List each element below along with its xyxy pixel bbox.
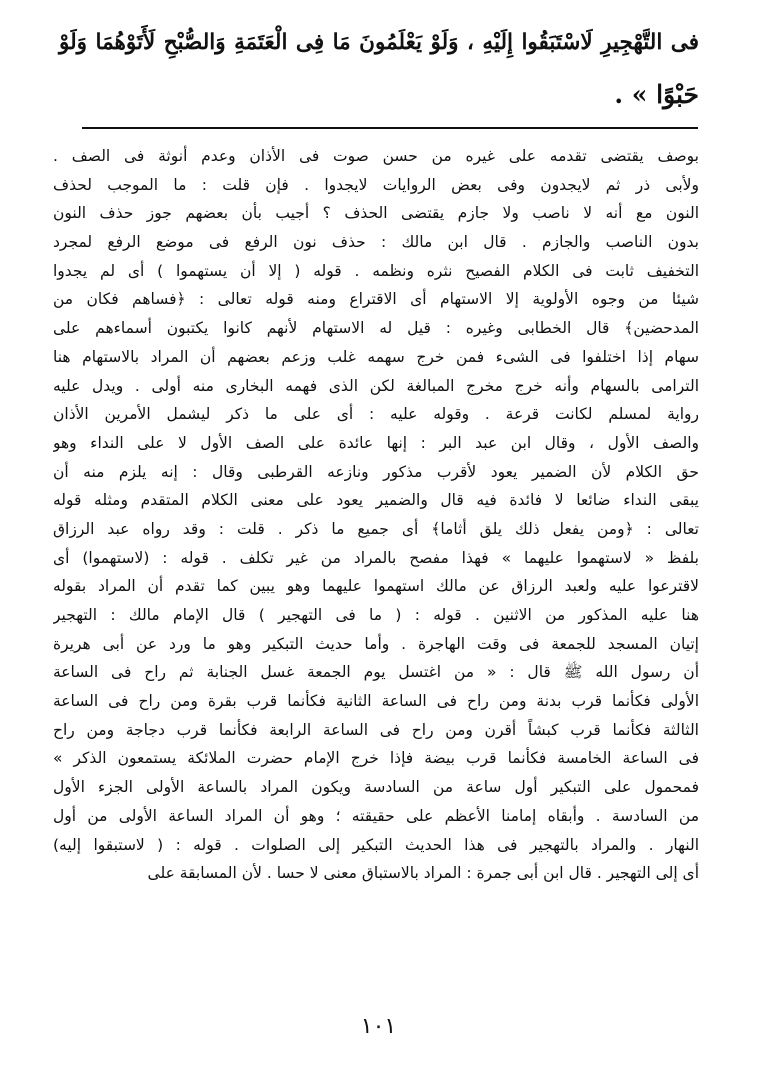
commentary-line: هنا عليه المذكور من الاثنين . قوله : ( ما فى التهجير ) قال الإمام مالك : التهجير [53,606,699,624]
commentary-text [53,142,699,888]
commentary-line: والصف الأول ، وقال ابن عبد البر : إنها عائدة على الصف الأول لا على النداء وهو [53,433,699,452]
commentary-line: الثالثة فكأنما قرب كبشاً أقرن ومن راح فى الساعة الرابعة فكأنما قرب دجاجة ومن راح [53,720,699,739]
page-number: ١٠١ [360,1014,397,1039]
commentary-line: أن رسول الله ﷺ قال : « من اغتسل يوم الجمعة غسل الجنابة ثم راح فى الساعة [53,663,699,682]
commentary-line: أى إلى التهجير . قال ابن أبى جمرة : المراد بالاستباق معنى لا حسا . لأن المسابقة على [147,864,699,883]
hadith-excerpt-line-2: حَبْوًا » . [614,80,699,109]
commentary-line: ولأبى ذر ثم لايجدون وفى بعض الروايات لايجدوا . فإن قلت : ما الموجب لحذف [53,175,699,194]
commentary-line: بلفظ « لاستهموا عليهما » فهذا مفصح بالمراد من غير تكلف . قوله : (لاستهموا) أى [53,548,699,567]
commentary-line: إتيان المسجد للجمعة فى وقت الهاجرة . وأما حديث التبكير وهو ما ورد عن أبى هريرة [53,634,699,653]
commentary-line: من السادسة . وأبقاه إمامنا الأعظم على حقيقته ؛ وهو أن المراد الساعة الأولى من أول [53,806,699,825]
commentary-line: تعالى : ﴿ومن يفعل ذلك يلق أثاما﴾ أى جميع ما ذكر . قلت : وقد رواه عبد الرزاق [53,519,699,538]
commentary-line: سهام إذا اختلفوا فى الشىء فمن خرج سهمه غلب وزعم بعضهم أن المراد بالاستهام هنا [53,347,699,366]
commentary-line: يبقى النداء ضائعا لا فائدة فيه قال والضمير يعود على معنى الكلام المتقدم ومثله قوله [53,491,699,510]
commentary-line: النون مع أنه لا ناصب ولا جازم يقتضى الحذف ؟ أجيب بأن بعضهم جوز حذف النون [53,204,699,223]
commentary-line: النهار . والمراد بالتهجير فى هذا الحديث التبكير إلى الصلوات . قوله : ( لاستبقوا إليه) [53,835,699,854]
commentary-line: فى الساعة الخامسة فكأنما قرب بيضة فإذا خرج الإمام حضرت الملائكة يستمعون الذكر » [53,749,699,768]
commentary-line: حق الكلام لأن الضمير يعود لأقرب مذكور ونازعه القرطبى وقال : إنه يلزم منه أن [53,462,699,481]
commentary-line: الأولى فكأنما قرب بدنة ومن راح فى الساعة الثانية فكأنما قرب بقرة ومن راح فى الساعة [53,692,699,711]
commentary-line: لاقترعوا عليه ولعبد الرزاق عن مالك استهموا عليهما وهو يبين كما تقدم أن المراد بقوله [53,577,699,596]
commentary-line: بوصف يقتضى تقدمه على غيره من حسن صوت فى الأذان وعدم أنوثة فى الصف . [53,147,699,165]
hadith-excerpt-line-1: فى التَّهْجِيرِ لَاسْتَبَقُوا إِلَيْهِ ، وَلَوْ يَعْلَمُونَ مَا فِى الْعَتَمَةِ وَالصُّبْحِ لَأَتَوْهُمَا وَلَوْ [59,30,699,55]
commentary-line: التخفيف ثابت فى الكلام الفصيح نثره ونظمه . قوله ( إلا أن يستهموا ) أى لم يجدوا [53,261,699,280]
commentary-line: شيئا من وجوه الأولوية إلا الاستهام أى الاقتراع ومنه قوله تعالى : ﴿فساهم فكان من [53,290,699,309]
commentary-line: رواية لمسلم لكانت قرعة . وقوله عليه : أى على ما ذكر ليشمل الأمرين الأذان [53,405,699,424]
commentary-line: المدحضين﴾ قال الخطابى وغيره : قيل له الاستهام لأنهم كانوا يكتبون أسماءهم على [53,319,699,338]
commentary-line: الترامى بالسهام وأنه خرج مخرج المبالغة لكن الذى فهمه البخارى منه أولى . ويدل عليه [53,376,699,395]
commentary-line: فمحمول على التبكير أول ساعة من السادسة ويكون المراد بالساعة الأولى الجزء الأول [53,778,699,797]
commentary-line: بدون الناصب والجازم . قال ابن مالك : حذف نون الرفع فى موضع الرفع لمجرد [53,233,699,252]
separator-rule [82,127,698,129]
